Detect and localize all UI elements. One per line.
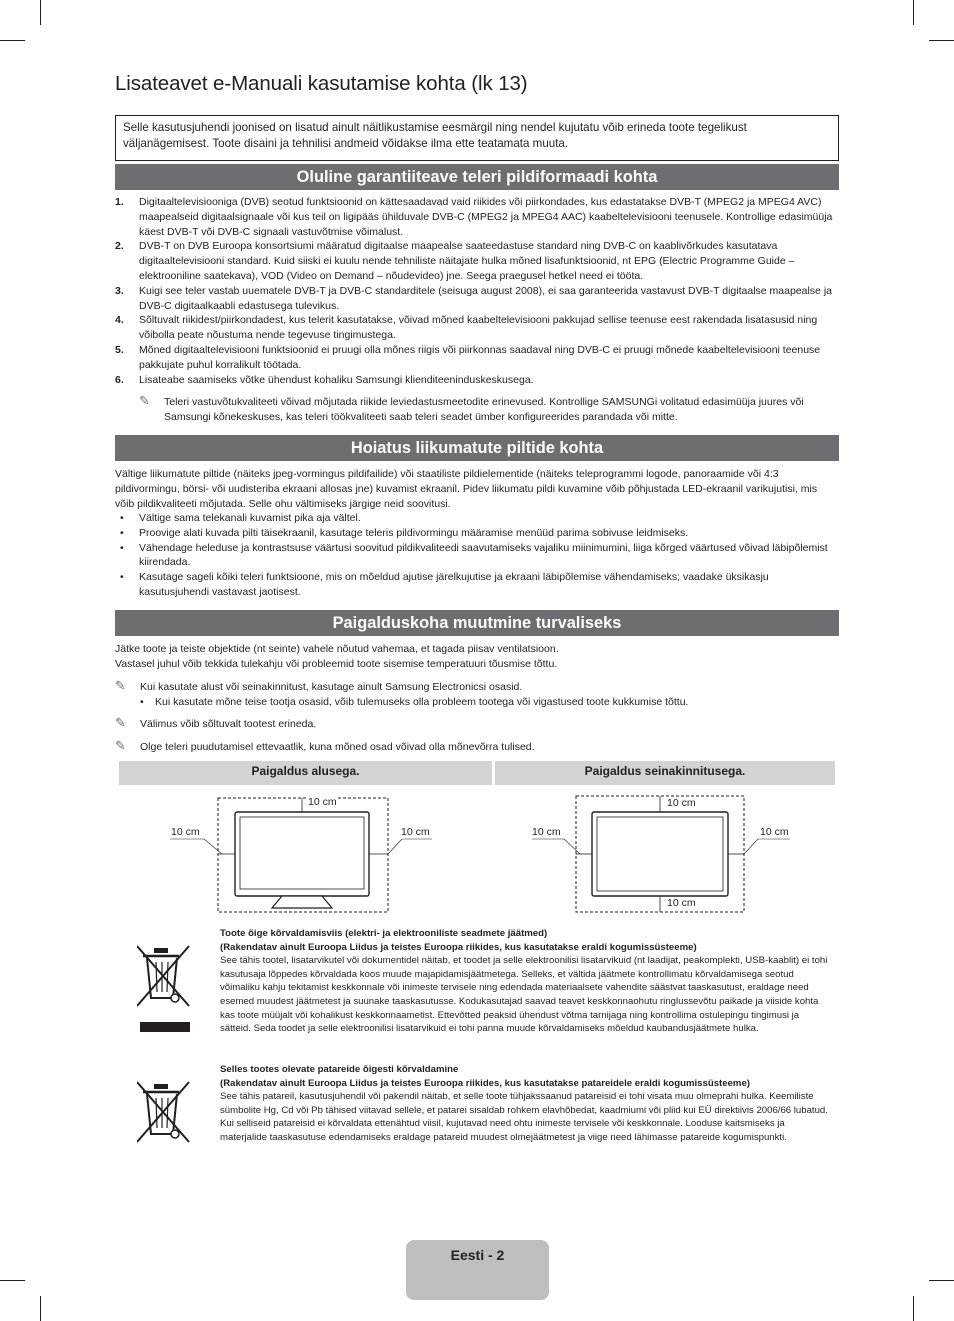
crop-mark [40,0,41,25]
crop-mark [913,0,914,25]
list-item: • Proovige alati kuvada pilti täisekraanil, kasutage teleris pildivormingu määramise menüüd parima sobivuse leidmiseks. [120,526,689,539]
crop-mark [40,1296,41,1321]
page-title: Lisateavet e-Manuali kasutamise kohta (lk 13) [115,72,528,95]
wall-bottom-clearance-label: 10 cm [667,897,696,909]
hot-parts-note: ✎ Olge teleri puudutamisel ettevaatlik, kuna mõned osad võivad olla mõnevõrra tulised. [115,738,535,753]
still-image-bullets [115,511,837,600]
stand-left-clearance-label: 10 cm [171,826,200,838]
still-image-intro: Vältige liikumatute piltide (näiteks jpeg-vormingus pildifailide) või staatiliste pildielementide (näiteks teleprogrammi logode, panoraamide või 4:3 pildivormingu, börsi- või uudisteriba ekraani allosas jne) kuvamist ekraanil. Pidev liikumatu pildi kuvamine võib põhjustada LED-ekraanil varikujutisi, mis võib pildikvaliteeti mõjutada. Selle ohu vältimiseks järgige neid soovitusi. [115,468,818,510]
appearance-note: ✎ Välimus võib sõltuvalt tootest erineda. [115,715,317,730]
stand-right-clearance-label: 10 cm [401,826,430,838]
pencil-note-icon: ✎ [115,678,126,693]
stand-installation-diagram [160,790,450,915]
crop-mark [0,1280,25,1281]
tv-frame [592,812,728,896]
crop-mark [929,40,954,41]
stand-top-clearance-label: 10 cm [308,796,337,808]
battery-disposal-text: Selles tootes olevate patareide õigesti kõrvaldamine (Rakendatav ainult Euroopa Liidus ja teistes Euroopa riikides, kus kasutatakse patareidele eraldi kogumissüsteeme) See tähis patareil, kasutusjuhendil või pakendil näitab, et selle toote tühjakssaanud patareisid ei tohi visata muu olmeprahi hulka. Keemiliste sümbolite Hg, Cd või Pb tähised viitavad sellele, et patarei sisaldab rohkem elavhõbedat, kaadmiumi või pliid kui EÜ direktiivis 2006/66 lubatud. Kui selliseid patareisid ei kõrvaldata ettenähtud viisil, kujutavad need ohtu inimeste tervisele või keskkonnale. Looduse kaitsmiseks ja materjalide taaskasutuse edendamiseks eraldage patareid muudest olmejäätmetest ja viige need lähimasse patareide kogumispunkti. [220,1064,828,1143]
section-header-still-image: Hoiatus liikumatute piltide kohta [115,435,839,461]
section-header-installation: Paigalduskoha muutmine turvaliseks [115,610,839,636]
list-item: 3. Kuigi see teler vastab uuematele DVB-T ja DVB-C standarditele (seisuga august 2008), ei saa garanteerida vastavust DVB-T digitaalse maapealse ja DVB-C digitaalkaabli edastusega tulevikus. [115,284,832,312]
crop-mark [913,1296,914,1321]
list-item: 6. Lisateabe saamiseks võtke ühendust kohaliku Samsungi klienditeeninduskeskusega. [115,373,534,386]
list-item: • Vältige sama telekanali kuvamist pika aja vältel. [120,512,361,524]
wall-installation-header: Paigaldus seinakinnitusega. [495,761,835,785]
wall-right-clearance-label: 10 cm [760,826,789,838]
reception-note: ✎ Teleri vastuvõtukvaliteeti võivad mõjutada riikide leviedastusmeetodite erinevused. Kontrollige SAMSUNGi volitatud edasimüüja juures või Samsungi kõnekeskuses, kas teleri töökvaliteeti saab teleri seadet ümber konfigureerides parandada või mitte. [139,393,804,423]
pencil-note-icon: ✎ [139,393,150,408]
section-header-warranty: Oluline garantiiteave teleri pildiformaadi kohta [115,164,839,190]
pencil-note-icon: ✎ [115,738,126,753]
list-item: 4. Sõltuvalt riikidest/piirkondadest, kus telerit kasutatakse, võivad mõned kaabeltelevisiooni pakkujad sellise teenuse eest rakendada lisatasusid ning võibolla peate nõustuma nende tegevuse tingimustega. [115,314,818,342]
weee-disposal-text: Toote õige kõrvaldamisviis (elektri- ja elektrooniliste seadmete jäätmed) (Rakendatav ainult Euroopa Liidus ja teistes Euroopa riikides, kus kasutatakse eraldi kogumissüsteeme) See tähis tootel, lisatarvikutel või dokumentidel näitab, et toodet ja selle elektroonilisi lisatarvikuid (nt laadijat, peakomplekti, USB-kaablit) ei tohi kasutusaja lõppedes kõrvaldada koos muude majapidamisjäätmetega. Selleks, et vältida jäätmete kontrollimatu kõrvaldamisega seotud võimaliku kahju tekitamist keskkonnale või inimeste tervisele ning edendada materiaalsete vahendite säästvat taaskasutust, eraldage need esemed muudest jäätmetest ja suunake taaskasutusse. Kodukasutajad saavad teavet keskkonnaohutu ringlussevõtu paikade ja viiside kohta kas toote müüjalt või kohalikust keskkonnaametist. Ettevõtted peaksid ühendust võtma tarnijaga ning kontrollima ostulepingu tingimusi ja sätteid. Seda toodet ja selle elektroonilisi lisatarvikuid ei tohi panna muude kõrvaldamiseks mõeldud kaubandusjäätmete hulka. [220,928,828,1035]
stand-installation-header: Paigaldus alusega. [119,761,492,785]
crop-mark [929,1280,954,1281]
crossed-out-wheeled-bin-icon [137,942,193,1034]
installation-intro-2: Vastasel juhul võib tekkida tulekahju või probleemid toote sisemise temperatuuri tõusmise tõttu. [115,658,558,670]
list-item: • Kasutage sageli kõiki teleri funktsioone, mis on mõeldud ajutise järelkujutise ja ekraani läbipõlemise vähendamiseks; vaadake üksikasju kasutusjuhendi vastavast jaotisest. [120,571,769,598]
pencil-note-icon: ✎ [115,715,126,730]
list-item: 5. Mõned digitaaltelevisiooni funktsioonid ei pruugi olla mõnes riigis või piirkonnas saadaval ning DVB-C ei pruugi mõnede kaabeltelevisiooni teenuse pakkujate puhul korralikult töötada. [115,343,821,371]
list-item: 1. Digitaaltelevisiooniga (DVB) seotud funktsioonid on kättesaadavad vaid riikides või piirkondades, kus edastatakse DVB-T (MPEG2 ja MPEG4 AVC) maapealseid digitaalsignaale või kus teil on ligipääs ühilduvale DVB-C (MPEG2 ja MPEG4 AAC) kaabeltelevisiooni teenusele. Kontrollige edasimüüja käest DVB-T või DVB-C signaali vastuvõtmise võimalust. [115,196,833,238]
wall-top-clearance-label: 10 cm [667,797,696,809]
samsung-parts-note: ✎ Kui kasutate alust või seinakinnitust, kasutage ainult Samsung Electronicsi osasid. [115,678,523,693]
crop-mark [0,40,25,41]
wall-left-clearance-label: 10 cm [532,826,561,838]
wall-installation-diagram [530,790,795,915]
list-item: • Vähendage heleduse ja kontrastsuse väärtusi soovitud pildikvaliteedi saavutamiseks vajaliku miinimumini, liiga kõrged väärtused võivad läbipõlemist kiirendada. [120,541,828,569]
page-number-tab: Eesti - 2 [406,1240,549,1300]
crossed-out-wheeled-bin-icon [137,1078,193,1148]
installation-intro-1: Jätke toote ja teiste objektide (nt seinte) vahele nõutud vahemaa, et tagada piisav ventilatsioon. [115,643,559,655]
tv-frame [235,812,369,896]
notice-box: Selle kasutusjuhendi joonised on lisatud ainult näitlikustamise eesmärgil ning nendel kujutatu võib erineda toote tegelikust väljanägemisest. Toote disaini ja tehnilisi andmeid võidakse ilma ette teatamata muuta. [115,115,839,161]
tv-stand [272,896,332,908]
warranty-list [115,195,837,387]
samsung-parts-subnote: • Kui kasutate mõne teise tootja osasid, võib tulemuseks olla probleem tootega või vigastused toote kukkumise tõttu. [140,696,689,708]
list-item: 2. DVB-T on DVB Euroopa konsortsiumi määratud digitaalse maapealse saateedastuse standard ning DVB-C on kaablivõrkudes kasutatava digitaaltelevisiooni standard. Kuid siiski ei kuulu nende tehniliste näitajate hulka mõned lisafunktsioonid, nt EPG (Electric Programme Guide – elektrooniline saatekava), VOD (Video on Demand – nõudevideo) jne. Seega praegusel hetkel need ei tööta. [115,240,795,282]
